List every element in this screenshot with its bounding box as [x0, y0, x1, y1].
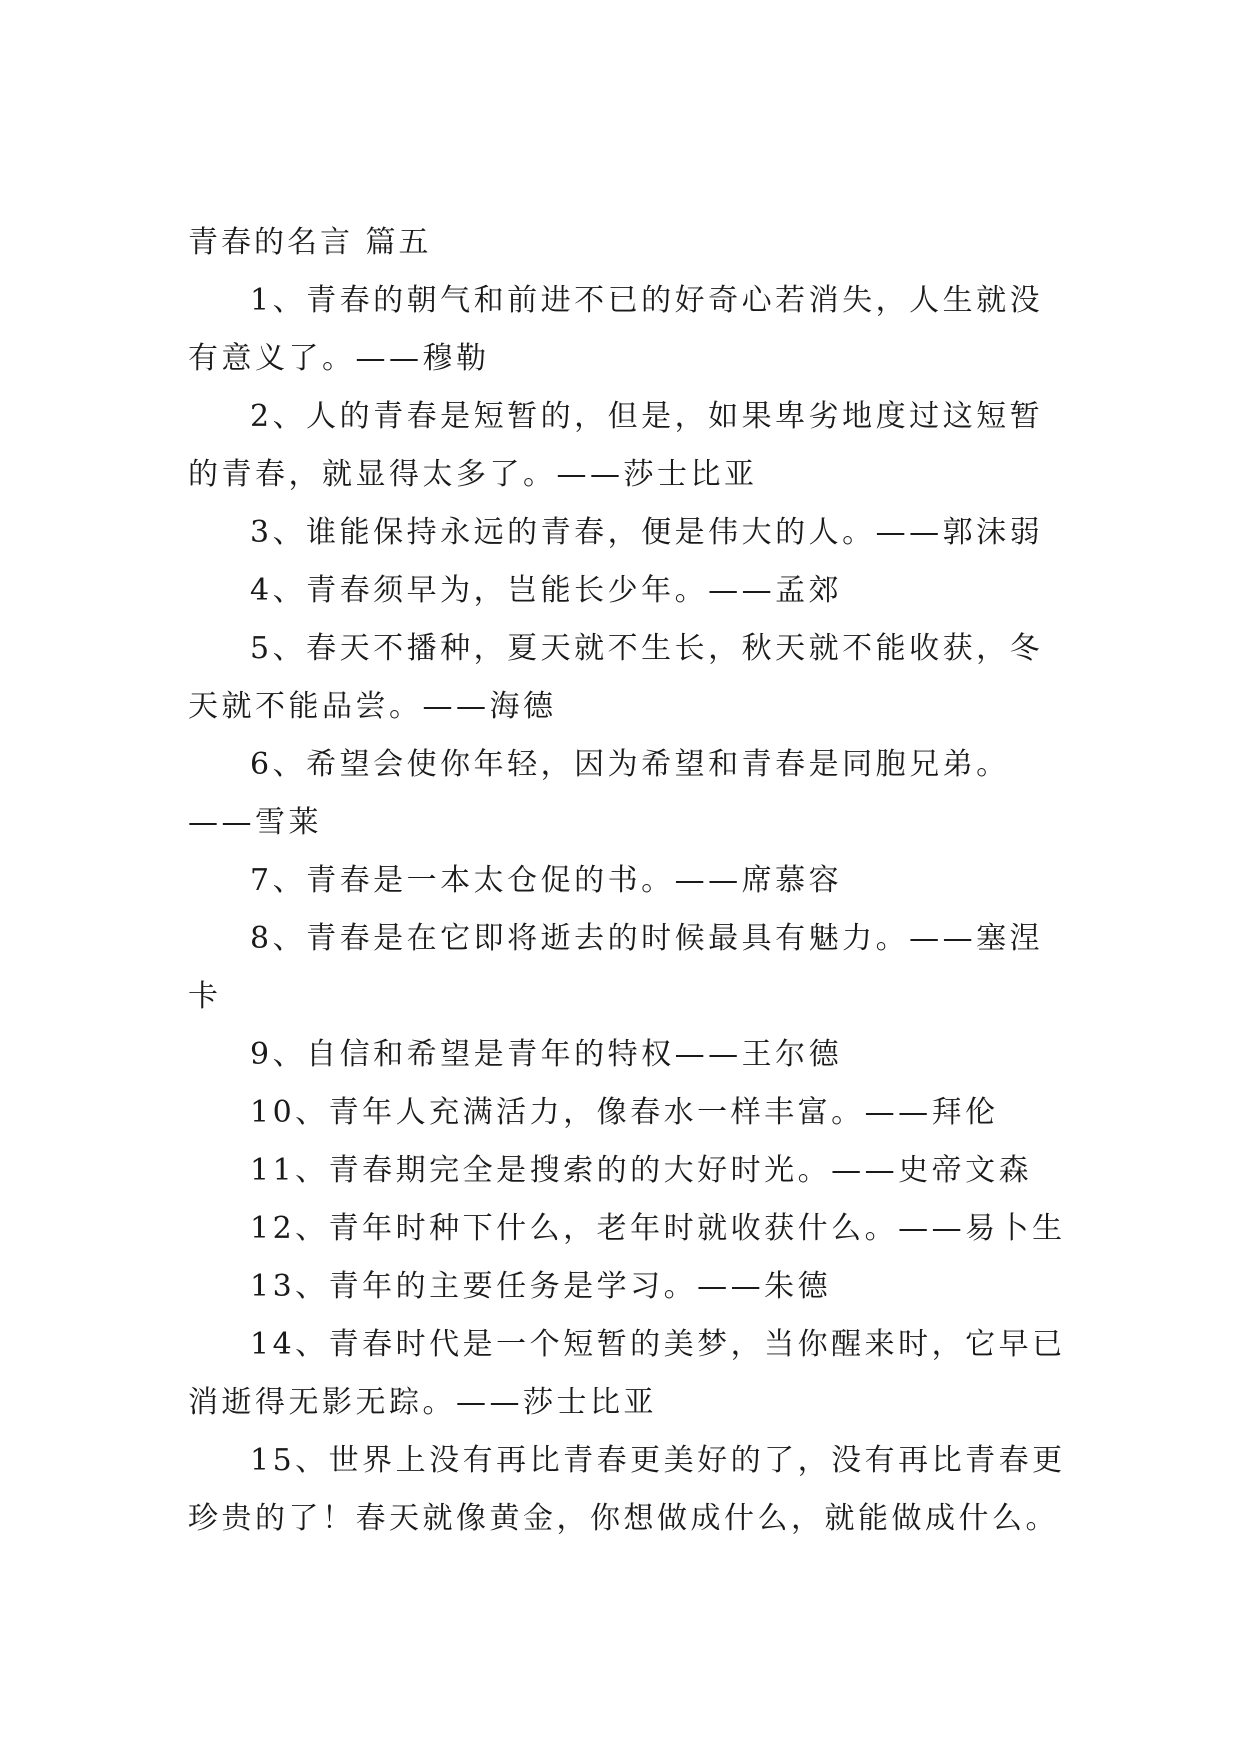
quote-item: 6、希望会使你年轻，因为希望和青春是同胞兄弟。——雪莱: [188, 747, 1010, 840]
quote-item: 2、人的青春是短暂的，但是，如果卑劣地度过这短暂的青春，就显得太多了。——莎士比亚: [188, 399, 1044, 492]
quote-item: 12、青年时种下什么，老年时就收获什么。——易卜生: [250, 1211, 1066, 1246]
quote-item: 3、谁能保持永远的青春，便是伟大的人。——郭沫弱: [250, 515, 1044, 550]
quote-item: 10、青年人充满活力，像春水一样丰富。——拜伦: [250, 1095, 999, 1130]
quote-item: 7、青春是一本太仓促的书。——席慕容: [250, 863, 843, 898]
quote-item: 13、青年的主要任务是学习。——朱德: [250, 1269, 832, 1304]
quote-item: 5、春天不播种，夏天就不生长，秋天就不能收获，冬天就不能品尝。——海德: [188, 631, 1044, 724]
quote-item: 1、青春的朝气和前进不已的好奇心若消失，人生就没有意义了。——穆勒: [188, 283, 1044, 376]
quote-item: 11、青春期完全是搜索的的大好时光。——史帝文森: [250, 1153, 1033, 1188]
document-body: [188, 214, 1068, 1548]
quote-item: 14、青春时代是一个短暂的美梦，当你醒来时，它早已消逝得无影无踪。——莎士比亚: [188, 1327, 1066, 1420]
quote-item: 8、青春是在它即将逝去的时候最具有魅力。——塞涅卡: [188, 921, 1044, 1014]
quote-item: 9、自信和希望是青年的特权——王尔德: [250, 1037, 843, 1072]
quote-item: 15、世界上没有再比青春更美好的了，没有再比青春更珍贵的了！春天就像黄金，你想做成什么，就能做成什么。: [188, 1443, 1066, 1536]
quote-item: 4、青春须早为，岂能长少年。——孟郊: [250, 573, 843, 608]
page-title: 青春的名言 篇五: [188, 225, 432, 260]
